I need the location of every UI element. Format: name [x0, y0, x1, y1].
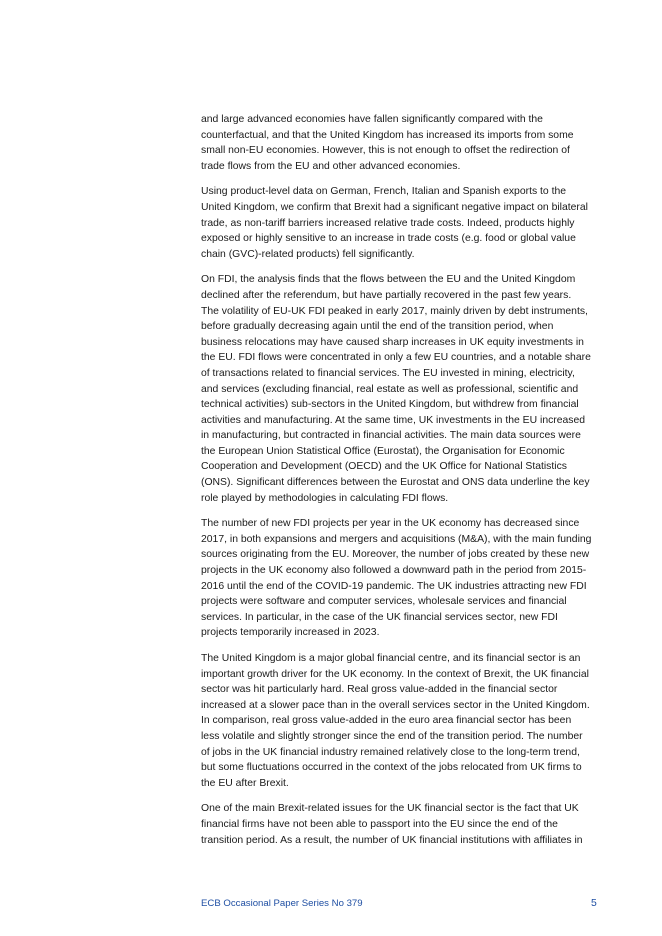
paragraph-product-level-exports: Using product-level data on German, French, Italian and Spanish exports to the United Kingdom, we confirm that Brexit had a significant negative impact on bilateral trade, as non-tariff barriers increased relative trade costs. Indeed, products highly exposed or highly sensitive to an increase in trade costs (e.g. food or global value chain (GVC)-related products) fell significantly.: [201, 186, 588, 260]
body-text: [201, 112, 607, 858]
footer-page-number: 5: [591, 898, 597, 909]
paragraph-trade-counterfactual: and large advanced economies have fallen significantly compared with the counterfactual, and that the United Kingdom has increased its imports from some small non-EU economies. However, this is not enough to offset the redirection of trade flows from the EU and other advanced economies.: [201, 114, 574, 172]
footer-series-title: ECB Occasional Paper Series No 379: [201, 898, 363, 909]
paragraph-fdi-flows: On FDI, the analysis finds that the flows between the EU and the United Kingdom declined after the referendum, but have partially recovered in the past few years. The volatility of EU-UK FDI peaked in early 2017, mainly driven by debt instruments, before gradually decreasing again until the end of the transition period, when business relocations may have caused sharp increases in UK equity investments in the EU. FDI flows were concentrated in only a few EU countries, and a notable share of transactions related to financial services. The EU invested in mining, electricity, and services (excluding financial, real estate as well as professional, scientific and technical activities) sub-sectors in the United Kingdom, but withdrew from financial activities and manufacturing. At the same time, UK investments in the EU increased in manufacturing, but contracted in financial activities. The main data sources were the European Union Statistical Office (Eurostat), the Organisation for Economic Cooperation and Development (OECD) and the UK Office for National Statistics (ONS). Significant differences between the Eurostat and ONS data underline the key role played by methodologies in calculating FDI flows.: [201, 274, 591, 504]
paragraph-financial-centre: The United Kingdom is a major global financial centre, and its financial sector is an important growth driver for the UK economy. In the context of Brexit, the UK financial sector was hit particularly hard. Real gross value-added in the financial sector increased at a slower pace than in the overall services sector in the United Kingdom. In comparison, real gross value-added in the euro area financial sector has been less volatile and slightly stronger since the end of the transition period. The number of jobs in the UK financial industry remained relatively close to the long-term trend, but some fluctuations occurred in the context of the jobs relocated from UK firms to the EU after Brexit.: [201, 653, 590, 789]
paragraph-passporting: One of the main Brexit-related issues for the UK financial sector is the fact that UK financial firms have not been able to passport into the EU since the end of the transition period. As a result, the number of UK financial institutions with affiliates in: [201, 803, 583, 846]
paragraph-new-fdi-projects: The number of new FDI projects per year in the UK economy has decreased since 2017, in both expansions and mergers and acquisitions (M&A), with the main funding sources originating from the EU. Moreover, the number of jobs created by these new projects in the UK economy also followed a downward path in the period from 2015- 2016 until the end of the COVID-19 pandemic. The UK industries attracting new FDI projects were software and computer services, wholesale services and financial services. In particular, in the case of the UK financial services sector, new FDI projects temporarily increased in 2023.: [201, 518, 592, 639]
